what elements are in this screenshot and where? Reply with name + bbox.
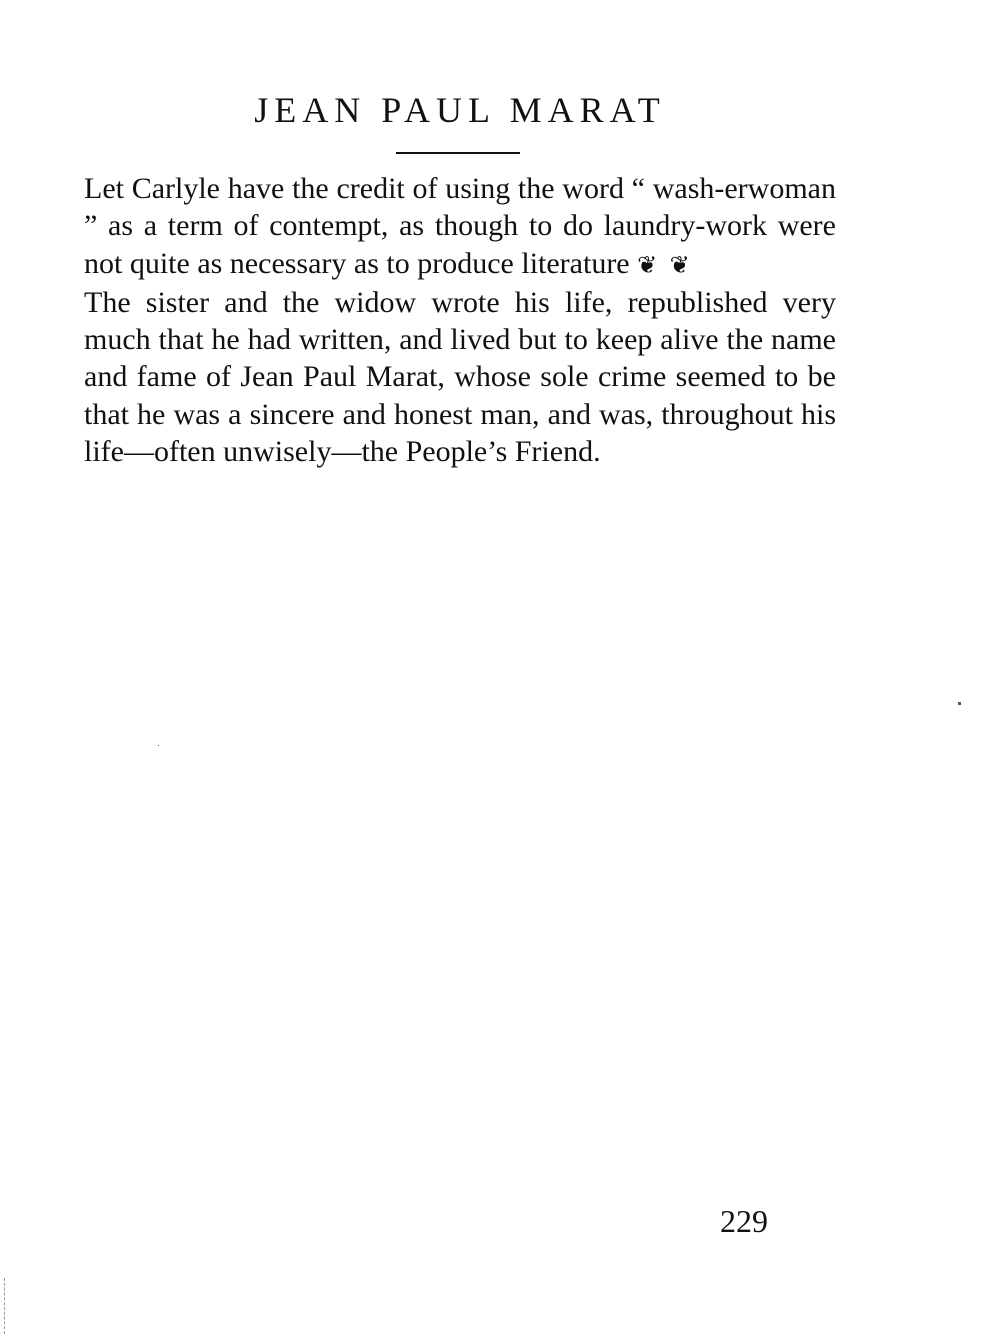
margin-mark	[4, 1278, 5, 1334]
title-rule	[396, 152, 520, 154]
paragraph-1	[84, 170, 836, 284]
paragraph-1-text: Let Carlyle have the credit of using the word “ wash-erwoman ” as a term of contempt, as though to do laundry-work were not quite as necessary as to produce literature	[84, 172, 836, 280]
running-title: JEAN PAUL MARAT	[254, 90, 666, 130]
ink-speck	[958, 702, 961, 705]
paragraph-2-text: The sister and the widow wrote his life, republished very much that he had written, and lived but to keep alive the name and fame of Jean Paul Marat, whose sole crime seemed to be that he was a sincere and honest man, and was, throughout his life—often unwisely—the People’s Friend.	[84, 285, 836, 469]
body-text	[84, 170, 836, 470]
ink-speck	[158, 745, 159, 746]
ornament-icon: ❦ ❦	[637, 250, 692, 279]
paragraph-2	[84, 284, 836, 470]
page-number: 229	[720, 1203, 768, 1239]
